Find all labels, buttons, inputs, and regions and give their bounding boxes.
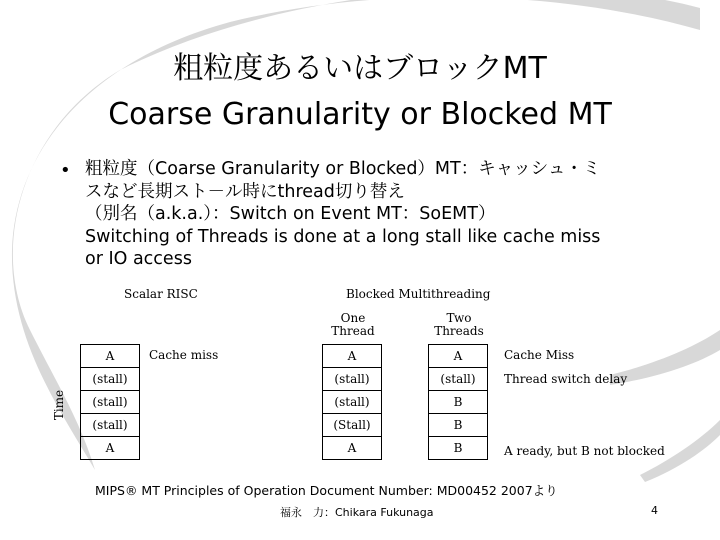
- bullet-line: （別名（a.k.a.）：Switch on Event MT：SoEMT）: [85, 204, 496, 224]
- cache-miss-note: Cache miss: [149, 348, 219, 362]
- one-thread-cell: (stall): [323, 368, 382, 391]
- two-threads-cell: B: [429, 414, 488, 437]
- slide-title-japanese: 粗粒度あるいはブロックMT: [173, 51, 547, 86]
- one-thread-cell: (Stall): [323, 414, 382, 437]
- two-threads-cell: A: [429, 345, 488, 368]
- scalar-cell: A: [81, 437, 140, 460]
- scalar-risc-table: [80, 344, 140, 460]
- two-threads-table: [428, 344, 488, 460]
- two-threads-cell: (stall): [429, 368, 488, 391]
- bullet-line: Switching of Threads is done at a long stall like cache miss: [85, 226, 601, 247]
- two-threads-heading-line: Two: [446, 311, 472, 325]
- one-thread-table: [322, 344, 382, 460]
- bullet-line: 粗粒度（Coarse Granularity or Blocked）MT：キャッシュ・ミ: [85, 159, 601, 179]
- two-threads-cell: B: [429, 437, 488, 460]
- author-footer: 福永 力：Chikara Fukunaga: [280, 506, 434, 519]
- scalar-cell: (stall): [81, 391, 140, 414]
- page-number: 4: [651, 504, 658, 517]
- one-thread-heading-line: One: [340, 311, 366, 325]
- two-threads-heading: [428, 312, 490, 338]
- one-thread-heading-line: Thread: [331, 324, 375, 338]
- scalar-cell: A: [81, 345, 140, 368]
- scalar-risc-heading: Scalar RISC: [124, 287, 198, 301]
- a-ready-note: A ready, but B not blocked: [504, 444, 665, 458]
- time-axis-label: Time: [52, 389, 67, 421]
- source-caption: MIPS® MT Principles of Operation Document Number: MD00452 2007より: [95, 483, 558, 498]
- cache-miss-right-note: Cache Miss: [504, 348, 575, 362]
- bullet-marker: •: [60, 160, 71, 181]
- slide-title-english: Coarse Granularity or Blocked MT: [108, 97, 612, 132]
- one-thread-cell: A: [323, 345, 382, 368]
- scalar-cell: (stall): [81, 368, 140, 391]
- bullet-line: スなど長期スト－ル時にthread切り替え: [85, 181, 405, 202]
- two-threads-heading-line: Threads: [434, 324, 484, 338]
- bullet-text: [85, 158, 685, 271]
- scalar-cell: (stall): [81, 414, 140, 437]
- one-thread-cell: A: [323, 437, 382, 460]
- blocked-mt-heading: Blocked Multithreading: [346, 287, 491, 301]
- thread-switch-delay-note: Thread switch delay: [504, 372, 628, 386]
- one-thread-cell: (stall): [323, 391, 382, 414]
- bullet-line: or IO access: [85, 249, 192, 269]
- two-threads-cell: B: [429, 391, 488, 414]
- one-thread-heading: [322, 312, 384, 338]
